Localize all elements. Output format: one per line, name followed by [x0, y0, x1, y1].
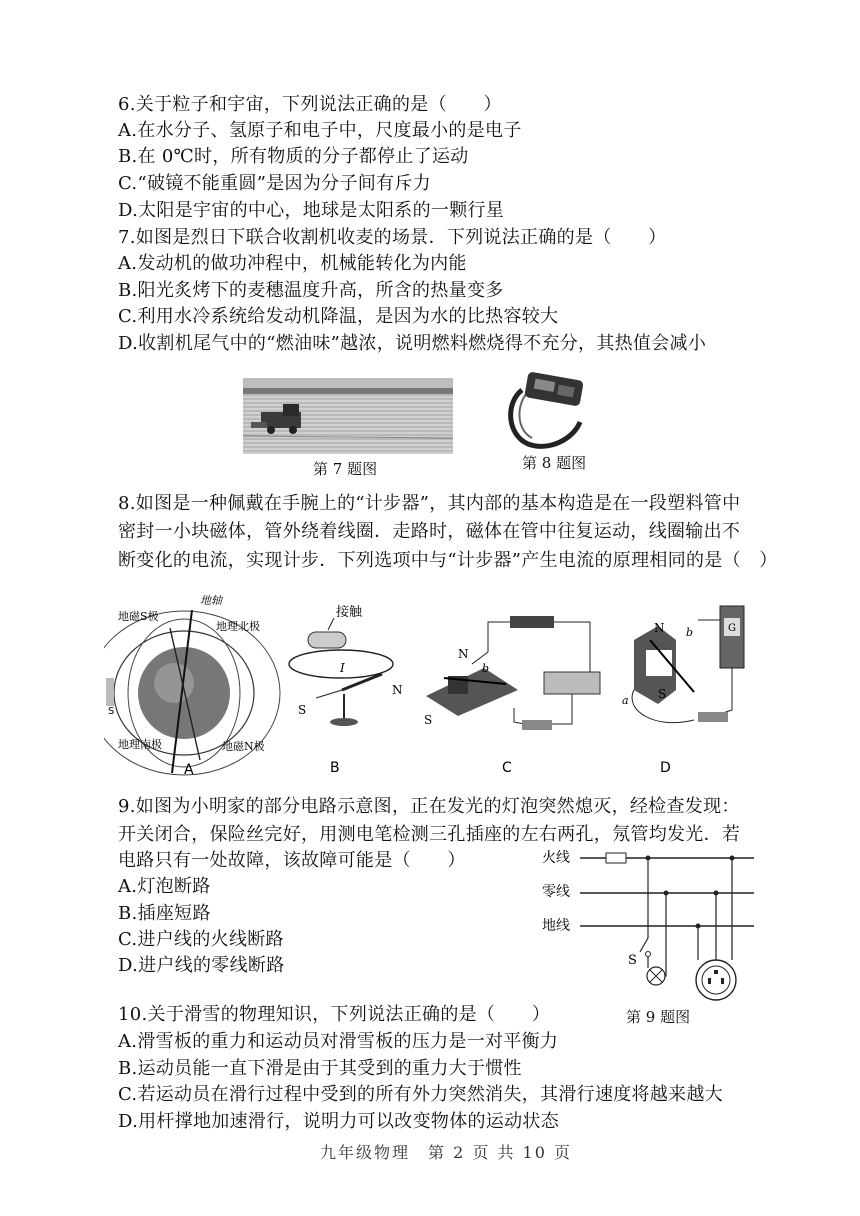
q7-option-c: C.利用水冷系统给发动机降温，是因为水的比热容较大 — [118, 306, 559, 327]
circuit-c-diagram — [414, 612, 608, 778]
switch-label: S — [628, 953, 637, 968]
figC-s-label: S — [424, 713, 433, 727]
figC-n-label: N — [458, 647, 469, 661]
figure8-caption: 第 8 题图 — [522, 454, 587, 472]
q8-line-2: 密封一小块磁体，管外绕着线圈．走路时，磁体在管中往复运动，线圈输出不 — [118, 521, 741, 542]
q7-stem: 7.如图是烈日下联合收割机收麦的场景．下列说法正确的是（ ） — [118, 227, 667, 248]
q10-stem: 10.关于滑雪的物理知识，下列说法正确的是（ ） — [118, 1004, 551, 1025]
galvanometer-icon — [720, 606, 744, 668]
figure9-caption: 第 9 题图 — [626, 1008, 691, 1026]
figD-g-label: G — [728, 623, 736, 634]
ground-wire-label: 地线 — [542, 918, 570, 934]
q9-line-2: 开关闭合，保险丝完好，用测电笔检测三孔插座的左右两孔，氖管均发光．若 — [118, 824, 741, 845]
oersted-experiment-diagram — [286, 602, 406, 778]
fuse-icon — [606, 853, 626, 863]
q9-option-a: A.灯泡断路 — [118, 876, 211, 897]
figure7-caption: 第 7 题图 — [313, 460, 378, 478]
q8-line-1: 8.如图是一种佩戴在手腕上的“计步器”，其内部的基本构造是在一段塑料管中 — [118, 493, 741, 514]
figA-axis-label: 地轴 — [200, 594, 222, 607]
q6-option-b: B.在 0℃时，所有物质的分子都停止了运动 — [118, 146, 469, 167]
q9-option-d: D.进户线的零线断路 — [118, 955, 285, 976]
q7-option-d: D.收割机尾气中的“燃油味”越浓，说明燃料燃烧得不充分，其热值会减小 — [118, 333, 707, 354]
q6-option-d: D.太阳是宇宙的中心，地球是太阳系的一颗行星 — [118, 200, 505, 221]
q6-option-c: C.“破镜不能重圆”是因为分子间有斥力 — [118, 173, 431, 194]
figD-n-label: N — [654, 621, 665, 635]
home-circuit-diagram — [540, 842, 754, 1006]
figD-a-label: a — [622, 694, 629, 707]
q6-stem: 6.关于粒子和宇宙，下列说法正确的是（ ） — [118, 94, 502, 115]
fire-wire-label: 火线 — [542, 850, 570, 866]
q10-option-c: C.若运动员在滑行过程中受到的所有外力突然消失，其滑行速度将越来越大 — [118, 1084, 724, 1105]
q9-option-c: C.进户线的火线断路 — [118, 929, 284, 950]
switch-lever — [640, 938, 648, 952]
figA-geo-n-label: 地理北极 — [216, 620, 260, 633]
q10-option-a: A.滑雪板的重力和运动员对滑雪板的压力是一对平衡力 — [118, 1031, 559, 1052]
q8-line-3: 断变化的电流，实现计步．下列选项中与“计步器”产生电流的原理相同的是（ ） — [118, 550, 778, 571]
figB-n-label: N — [392, 683, 403, 697]
pedometer-icon — [502, 372, 590, 454]
figC-rheostat-icon — [544, 672, 600, 694]
q9-line-1: 9.如图为小明家的部分电路示意图，正在发光的灯泡突然熄灭，经检查发现： — [118, 796, 740, 817]
figA-geo-s-label: 地理南极 — [118, 738, 162, 751]
harvester-photo — [243, 378, 453, 454]
q10-option-b: B.运动员能一直下滑是由于其受到的重力大于惯性 — [118, 1058, 522, 1079]
figA-option-label: A — [184, 762, 194, 778]
figB-s-label: S — [298, 703, 307, 717]
q7-option-b: B.阳光炙烤下的麦穗温度升高，所含的热量变多 — [118, 280, 504, 301]
figA-s-label: S — [108, 706, 115, 717]
figC-magnet-icon — [426, 668, 518, 716]
figD-s-label: S — [658, 687, 667, 701]
figB-current-label: I — [340, 661, 345, 675]
earth-magnetic-field-diagram — [104, 588, 284, 778]
q6-option-a: A.在水分子、氢原子和电子中，尺度最小的是电子 — [118, 120, 522, 141]
figB-option-label: B — [330, 760, 340, 776]
figC-b-label: b — [482, 662, 490, 675]
q10-option-d: D.用杆撑地加速滑行，说明力可以改变物体的运动状态 — [118, 1111, 560, 1132]
figC-option-label: C — [502, 760, 512, 776]
figA-mag-n-label: 地磁N极 — [222, 740, 265, 753]
neutral-wire-label: 零线 — [542, 884, 570, 900]
circuit-d-diagram — [614, 600, 754, 778]
q9-line-3: 电路只有一处故障，该故障可能是（ ） — [118, 850, 466, 871]
figA-mag-s-label: 地磁S极 — [118, 610, 159, 623]
battery-icon — [308, 632, 346, 648]
figD-b-label: b — [686, 626, 694, 639]
page-footer: 九年级物理 第 2 页 共 10 页 — [320, 1143, 572, 1162]
figC-battery-icon — [510, 616, 554, 628]
q9-option-b: B.插座短路 — [118, 903, 211, 924]
q7-option-a: A.发动机的做功冲程中，机械能转化为内能 — [118, 253, 467, 274]
figB-contact-label: 接触 — [336, 605, 363, 620]
figC-switch-icon — [522, 720, 552, 730]
figD-option-label: D — [660, 760, 671, 776]
figD-switch-icon — [698, 712, 728, 722]
